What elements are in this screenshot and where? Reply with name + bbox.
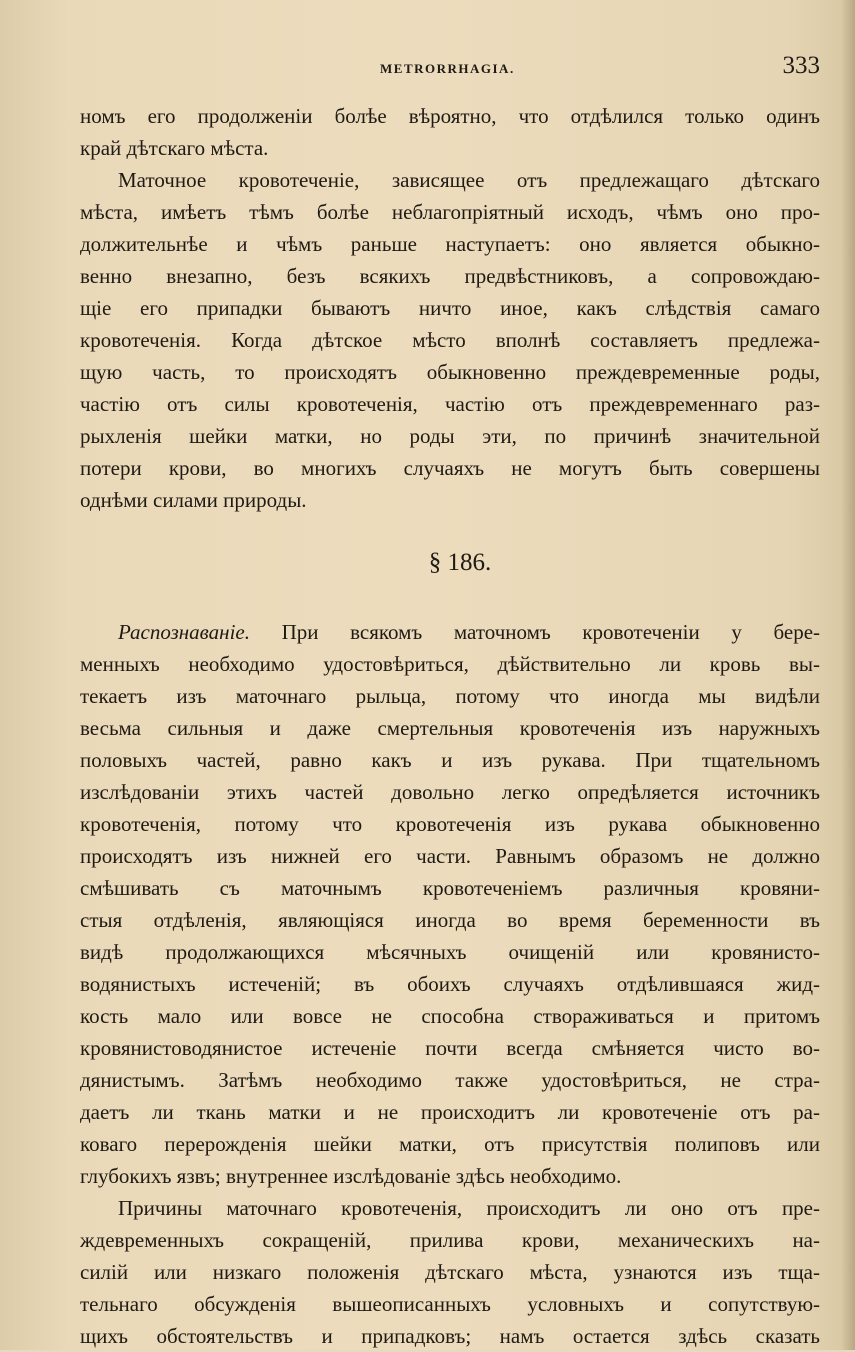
text-line: смѣшивать съ маточнымъ кровотеченіемъ различныя кровяни- xyxy=(80,876,820,900)
text-line: щихъ обстоятельствъ и припадковъ; намъ остается здѣсь сказать xyxy=(80,1324,820,1348)
text-line: Причины маточнаго кровотеченія, происходитъ ли оно отъ пре- xyxy=(118,1196,820,1220)
text-line: весьма сильныя и даже смертельныя кровотеченія изъ наружныхъ xyxy=(80,716,820,740)
text-line: тельнаго обсужденія вышеописанныхъ условныхъ и сопутствую- xyxy=(80,1292,820,1316)
section-heading: § 186. xyxy=(428,549,492,576)
text-line: силій или низкаго положенія дѣтскаго мѣста, узнаются изъ тща- xyxy=(80,1260,820,1284)
text-line: текаетъ изъ маточнаго рыльца, потому что иногда мы видѣли xyxy=(80,684,820,708)
body-text xyxy=(80,100,820,1352)
text-line: частію отъ силы кровотеченія, частію отъ преждевременнаго раз- xyxy=(80,392,820,416)
page-header xyxy=(80,52,820,86)
text-line: дянистымъ. Затѣмъ необходимо также удостовѣриться, не стра- xyxy=(80,1068,820,1092)
running-head: METRORRHAGIA. xyxy=(380,61,515,76)
text-line: кость мало или вовсе не способна створаживаться и притомъ xyxy=(80,1004,820,1028)
lead-term: Распознаваніе. xyxy=(118,620,250,644)
text-line: однѣми силами природы. xyxy=(80,488,307,512)
text-line xyxy=(80,616,820,648)
text-line: видѣ продолжающихся мѣсячныхъ очищеній или кровянисто- xyxy=(80,940,820,964)
text-line: коваго перерожденія шейки матки, отъ присутствія полиповъ или xyxy=(80,1132,820,1156)
text-line: стыя отдѣленія, являющіяся иногда во время беременности въ xyxy=(80,908,820,932)
text-line: половыхъ частей, равно какъ и изъ рукава. При тщательномъ xyxy=(80,748,820,772)
text-line: должительнѣе и чѣмъ раньше наступаетъ: оно является обыкно- xyxy=(80,232,820,256)
text-line: менныхъ необходимо удостовѣриться, дѣйствительно ли кровь вы- xyxy=(80,652,820,676)
text-line: щіе его припадки бываютъ ничто иное, какъ слѣдствія самаго xyxy=(80,296,820,320)
text-line: рыхленія шейки матки, но роды эти, по причинѣ значительной xyxy=(80,424,820,448)
page-number: 333 xyxy=(782,52,820,79)
text-line: потери крови, во многихъ случаяхъ не могутъ быть совершены xyxy=(80,456,820,480)
text-line: Маточное кровотеченіе, зависящее отъ предлежащаго дѣтскаго xyxy=(118,168,820,192)
text-line: происходятъ изъ нижней его части. Равнымъ образомъ не должно xyxy=(80,844,820,868)
page-edge-shadow xyxy=(841,0,855,1350)
text-line: кровотеченія, потому что кровотеченія изъ рукава обыкновенно xyxy=(80,812,820,836)
text-line: даетъ ли ткань матки и не происходитъ ли кровотеченіе отъ ра- xyxy=(80,1100,820,1124)
text-line: изслѣдованіи этихъ частей довольно легко опредѣляется источникъ xyxy=(80,780,820,804)
text-line: глубокихъ язвъ; внутреннее изслѣдованіе здѣсь необходимо. xyxy=(80,1164,622,1188)
text-line: номъ его продолженіи болѣе вѣроятно, что отдѣлился только одинъ xyxy=(80,104,820,128)
text-line: мѣста, имѣетъ тѣмъ болѣе неблагопріятный исходъ, чѣмъ оно про- xyxy=(80,200,820,224)
text-line: край дѣтскаго мѣста. xyxy=(80,136,269,160)
text-line: водянистыхъ истеченій; въ обоихъ случаяхъ отдѣлившаяся жид- xyxy=(80,972,820,996)
text-line: щую часть, то происходятъ обыкновенно преждевременные роды, xyxy=(80,360,820,384)
text-line: кровотеченія. Когда дѣтское мѣсто вполнѣ составляетъ предлежа- xyxy=(80,328,820,352)
text-line: венно внезапно, безъ всякихъ предвѣстниковъ, а сопровождаю- xyxy=(80,264,820,288)
text-line: кровянистоводянистое истеченіе почти всегда смѣняется чисто во- xyxy=(80,1036,820,1060)
lead-line-rest: При всякомъ маточномъ кровотеченіи у бере- xyxy=(281,620,820,644)
text-line: ждевременныхъ сокращеній, прилива крови, механическихъ на- xyxy=(80,1228,820,1252)
